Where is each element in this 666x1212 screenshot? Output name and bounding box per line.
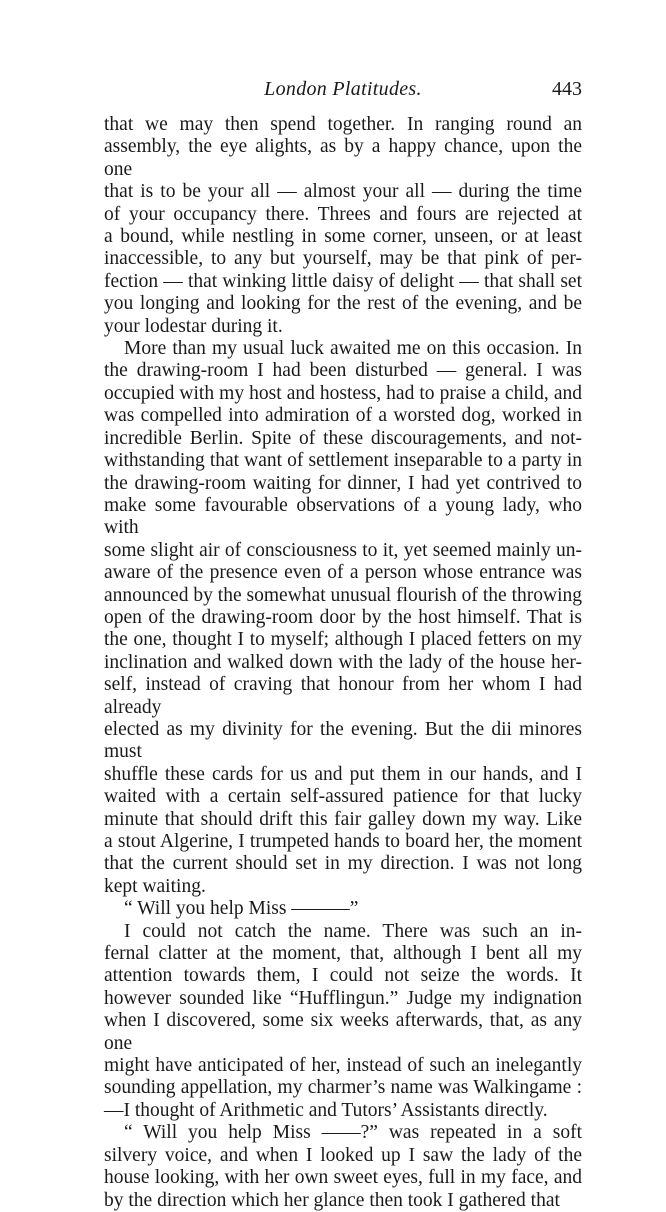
- text-line: announced by the somewhat unusual flourish of the throwing: [104, 584, 582, 606]
- text-line: shuffle these cards for us and put them in our hands, and I: [104, 763, 582, 785]
- text-line: inaccessible, to any but yourself, may be that pink of per-: [104, 248, 582, 270]
- text-line: More than my usual luck awaited me on this occasion. In: [124, 338, 582, 360]
- text-line: “ Will you help Miss ——?” was repeated in a soft: [124, 1122, 582, 1144]
- text-line: the drawing-room waiting for dinner, I had yet contrived to: [104, 472, 582, 494]
- text-line: when I discovered, some six weeks afterwards, that, as any one: [104, 1010, 582, 1054]
- text-line: I could not catch the name. There was such an in-: [124, 920, 582, 942]
- text-line: that is to be your all — almost your all — during the time: [104, 181, 582, 203]
- text-line: your lodestar during it.: [104, 315, 283, 337]
- running-head: [104, 78, 582, 112]
- text-line: withstanding that want of settlement inseparable to a party in: [104, 450, 582, 472]
- text-line: —I thought of Arithmetic and Tutors’ Assistants directly.: [104, 1099, 548, 1121]
- paragraph: [104, 114, 582, 338]
- text-line: a stout Algerine, I trumpeted hands to board her, the moment: [104, 831, 582, 852]
- text-line: attention towards them, I could not seize the words. It: [104, 965, 582, 987]
- text-line: open of the drawing-room door by the host himself. That is: [104, 606, 582, 628]
- text-line: “ Will you help Miss ———”: [124, 898, 359, 920]
- text-line: the drawing-room I had been disturbed — general. I was: [104, 360, 582, 382]
- text-line: fection — that winking little daisy of delight — that shall set: [104, 270, 582, 292]
- body-text: [104, 114, 582, 1212]
- text-line: by the direction which her glance then took I gathered that: [104, 1189, 560, 1211]
- text-line: fernal clatter at the moment, that, although I bent all my: [104, 943, 582, 965]
- text-line: the one, thought I to myself; although I placed fetters on my: [104, 629, 582, 651]
- text-line: inclination and walked down with the lady of the house her-: [104, 651, 582, 673]
- text-line: aware of the presence even of a person whose entrance was: [104, 562, 582, 584]
- text-line: minute that should drift this fair galley down my way. Like: [104, 808, 582, 830]
- text-line: kept waiting.: [104, 875, 206, 897]
- text-line: occupied with my host and hostess, had to praise a child, and: [104, 382, 582, 404]
- text-line: of your occupancy there. Threes and fours are rejected at: [104, 203, 582, 225]
- text-line: might have anticipated of her, instead of such an inelegantly: [104, 1055, 582, 1077]
- text-line: waited with a certain self-assured patience for that lucky: [104, 786, 582, 808]
- text-line: make some favourable observations of a young lady, who with: [104, 494, 582, 539]
- text-line: you longing and looking for the rest of the evening, and be: [104, 293, 582, 315]
- text-line: elected as my divinity for the evening. But the dii minores must: [104, 718, 582, 763]
- paragraph: [104, 1122, 582, 1212]
- running-title: London Platitudes.: [264, 78, 422, 100]
- text-line: however sounded like “Hufflingun.” Judge my indignation: [104, 987, 582, 1009]
- text-line: self, instead of craving that honour from her whom I had already: [104, 674, 582, 718]
- text-line: a bound, while nestling in some corner, unseen, or at least: [104, 226, 582, 248]
- text-line: house looking, with her own sweet eyes, full in my face, and: [104, 1167, 582, 1189]
- paragraph: [104, 898, 582, 920]
- text-line: that the current should set in my direction. I was not long: [104, 853, 582, 875]
- text-line: that we may then spend together. In ranging round an: [104, 114, 582, 135]
- text-line: some slight air of consciousness to it, yet seemed mainly un-: [104, 539, 582, 561]
- text-line: was compelled into admiration of a worsted dog, worked in: [104, 405, 582, 427]
- paragraph: [104, 338, 582, 898]
- page-number: 443: [552, 78, 582, 100]
- text-line: assembly, the eye alights, as by a happy chance, upon the one: [104, 136, 582, 180]
- text-line: silvery voice, and when I looked up I saw the lady of the: [104, 1144, 582, 1166]
- text-line: incredible Berlin. Spite of these discouragements, and not-: [104, 427, 582, 449]
- text-line: sounding appellation, my charmer’s name was Walkingame :: [104, 1077, 582, 1099]
- paragraph: [104, 921, 582, 1123]
